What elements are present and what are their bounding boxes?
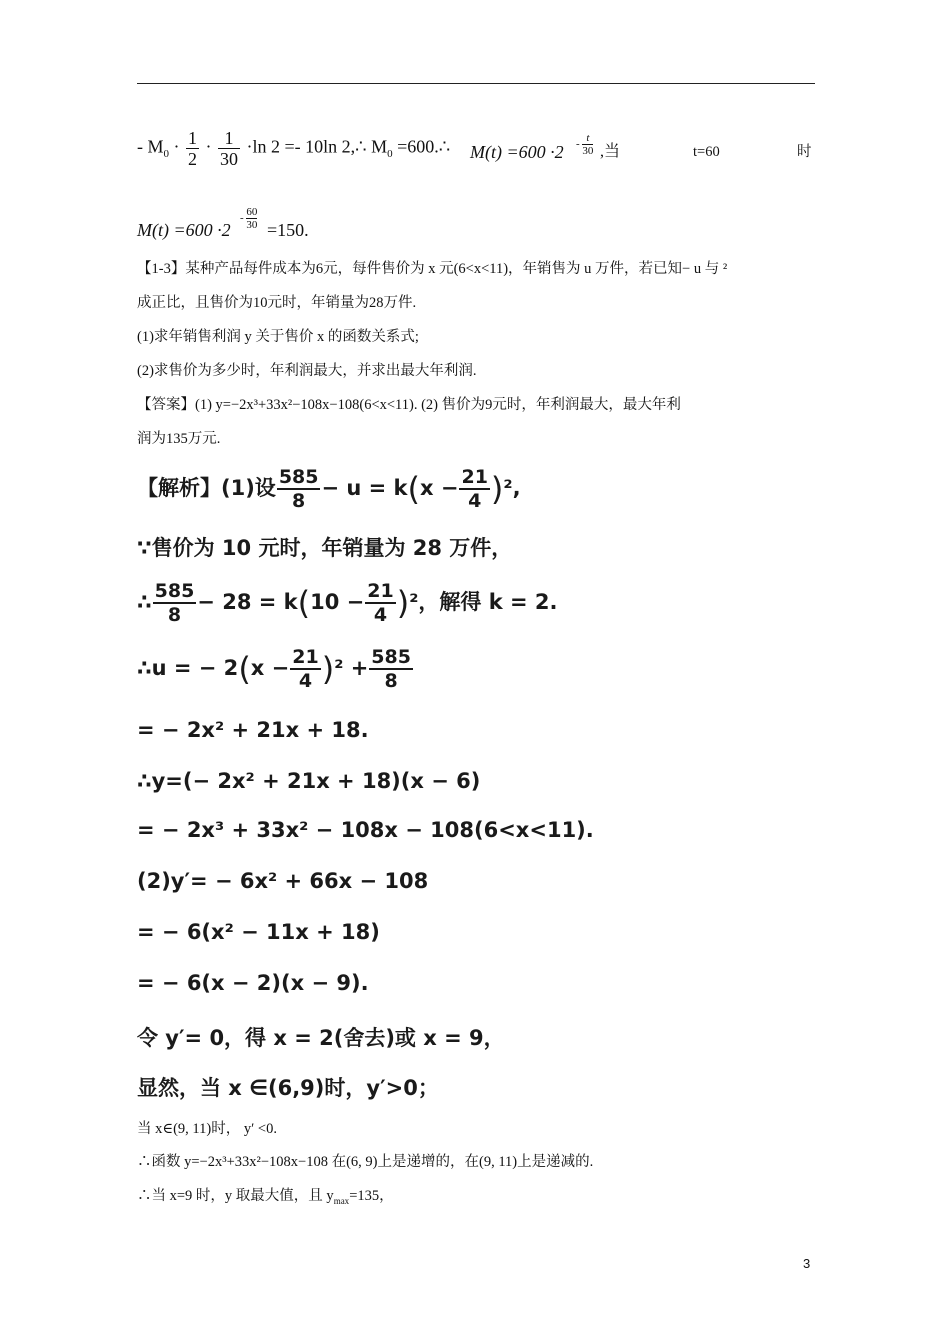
question-1: (1)求年销售利润 y 关于售价 x 的函数关系式; [137, 329, 419, 345]
problem-line-1: 【1-3】某种产品每件成本为6元，每件售价为 x 元(6<x<11)，年销售为 u 万件，若已知− u 与 ² [137, 261, 728, 277]
solution-step-3: ∴ $\frac{585}{8}$ − 28 = k(10 − $\frac{21}{4}$ )²，解得 k = 2. [137, 580, 558, 626]
eq-text: - M [137, 136, 164, 157]
fraction-one-thirtieth: $\frac{1}{30}$ [220, 128, 238, 169]
tail-line-3: ∴当 x=9 时，y 取最大值，且 $y_{max}=135$， [137, 1188, 394, 1206]
page-number: 3 [803, 1256, 811, 1271]
equation-line-2: M(t) =600 ·2 [137, 220, 231, 240]
solution-step-10: = − 6(x − 2)(x − 9). [137, 971, 369, 995]
eq-text: · [173, 136, 180, 157]
solution-step-11: 令 y′= 0，得 x = 2(舍去)或 x = 9， [137, 1026, 505, 1050]
answer-line-1: 【答案】(1) y=−2x³+33x²−108x−108(6<x<11). (2) 售价为9元时，年利润最大，最大年利 [137, 397, 681, 413]
solution-step-1: 【解析】(1)设 $\frac{585}{8}$ − u = k(x − $\frac{21}{4}$ )², [137, 466, 521, 512]
solution-step-4: ∴u = − 2(x − $\frac{21}{4}$ )² + $\frac{585}{8}$ [137, 646, 411, 692]
solution-step-2: ∵售价为 10 元时，年销量为 28 万件， [137, 536, 513, 560]
eq-text: ·ln 2 =- 10ln 2,∴ M [246, 136, 388, 157]
problem-line-2: 成正比，且售价为10元时，年销量为28万件. [137, 295, 417, 311]
tail-line-1: 当 x∈(9, 11)时， y′ <0. [137, 1121, 277, 1137]
equation-line-1 [137, 128, 450, 169]
fraction-half: $\frac{1}{2}$ [188, 128, 197, 169]
solution-step-12: 显然，当 x ∈(6,9)时，y′>0； [137, 1076, 439, 1100]
eq-text: M(t) =600 ·2 [470, 142, 564, 162]
eq-text: =600.∴ [397, 136, 451, 157]
tail-line-2: ∴函数 y=−2x³+33x²−108x−108 在(6, 9)上是递增的，在(9, 11)上是递减的. [137, 1154, 594, 1170]
exponent-1: - $\frac{t}{30}$ [576, 132, 594, 157]
exponent-2: - $\frac{60}{30}$ [240, 206, 258, 231]
eq-text: · [205, 136, 212, 157]
solution-step-8: (2)y′= − 6x² + 66x − 108 [137, 869, 429, 893]
header-rule [137, 83, 815, 84]
fraction-585-8: $\frac{585}{8}$ [278, 466, 319, 512]
eq-tail-t60: t=60 [693, 144, 720, 160]
solution-step-6: ∴y=(− 2x² + 21x + 18)(x − 6) [137, 769, 481, 793]
eq-tail-dang: ,当 [600, 143, 621, 160]
answer-line-2: 润为135万元. [137, 431, 221, 447]
solution-step-9: = − 6(x² − 11x + 18) [137, 920, 380, 944]
eq-sub: 0 [163, 148, 169, 161]
equation-line-2-result: =150. [267, 220, 309, 240]
fraction-21-4: $\frac{21}{4}$ [461, 466, 488, 512]
solution-step-7: = − 2x³ + 33x² − 108x − 108(6<x<11). [137, 818, 594, 842]
question-2: (2)求售价为多少时，年利润最大，并求出最大年利润. [137, 363, 477, 379]
eq-tail-shi: 时 [797, 144, 812, 160]
eq-sub: 0 [387, 148, 393, 161]
equation-line-1b [470, 142, 564, 163]
solution-step-5: = − 2x² + 21x + 18. [137, 718, 369, 742]
